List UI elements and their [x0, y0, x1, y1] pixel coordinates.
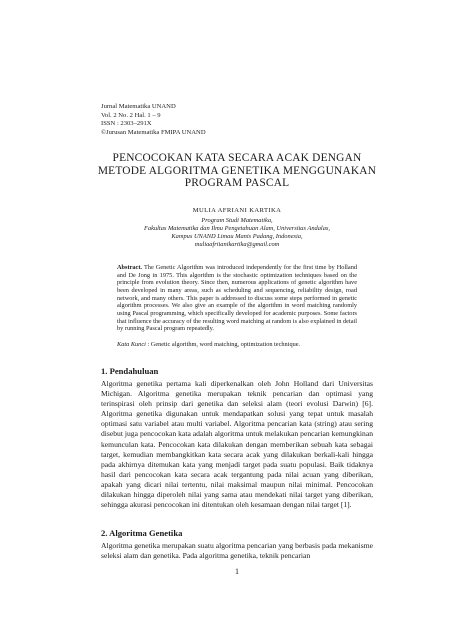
- section-2-paragraph: Algoritma genetika merupakan suatu algoritma pencarian yang berbasis pada mekanisme seleksi alam dan genetika. Pada algoritma genetika, teknik pencarian: [101, 541, 373, 561]
- section-heading-2: 2. Algoritma Genetika: [101, 528, 183, 538]
- section-1-paragraph: Algoritma genetika pertama kali diperkenalkan oleh John Holland dari Universitas Michigan. Algoritma genetika merupakan teknik pencarian dan optimasi yang terinspirasi oleh prinsip dari genetika dan seleksi alam (teori evolusi Darwin) [6]. Algoritma genetika digunakan untuk mendapatkan solusi yang tepat untuk masalah optimasi satu variabel atau multi variabel. Algoritma pencarian kata (string) atau sering disebut juga pencocokan kata adalah algoritma untuk melakukan pencarian kemungkinan kemunculan kata. Pencocokan kata dilakukan dengan memberikan sebuah kata sebagai target, kemudian membangkitkan kata secara acak yang dilakukan berkali-kali hingga pada akhirnya ditemukan kata yang menjadi target pada suatu populasi. Baik tidaknya hasil dari pencocokan kata secara acak tergantung pada nilai acuan yang diberikan, apakah yang dicari nilai tertentu, nilai maksimal maupun nilai minimal. Pencocokan dilakukan hingga diperoleh nilai yang sama atau mendekati nilai target yang diberikan, sehingga akurasi pencocokan ini ditentukan oleh kesamaan dengan nilai target [1].: [101, 379, 373, 510]
- author-program: Program Studi Matematika,: [201, 216, 273, 224]
- abstract-text: The Genetic Algorithm was introduced independently for the first time by Holland and De Jong in 1975. This algorithm is the stochastic optimization techniques based on the principle from evolution theory. Since then, numerous applications of genetic algorithm have been developed in many areas, such as scheduling and sequencing, reliability design, road network, and many others. This paper is addressed to discuss some steps performed in genetic algorithm processes. We also give an example of the algorithm in word matching randomly using Pascal programming, which specifically developed for academic purposes. Some factors that influence the accuracy of the resulting word matching at random is also explained in detail by running Pascal program repeatedly.: [117, 264, 358, 333]
- author-campus: Kampus UNAND Limau Manis Padang, Indonesia,: [171, 232, 303, 240]
- section-heading-1: 1. Pendahuluan: [101, 366, 159, 376]
- page-number: 1: [235, 567, 239, 576]
- author-email: muliaafriianikartika@gmail.com: [194, 240, 280, 248]
- journal-volume: Vol. 2 No. 2 Hal. 1 – 9: [101, 111, 161, 119]
- journal-name: Jurnal Matematika UNAND: [101, 103, 176, 110]
- abstract-label: Abstract.: [117, 264, 143, 271]
- keywords: [117, 341, 357, 349]
- section-body-2: [101, 541, 373, 561]
- paper-title: [60, 152, 414, 190]
- title-line-1: PENCOCOKAN KATA SECARA ACAK DENGAN: [112, 152, 362, 164]
- journal-issn: ISSN : 2303–291X: [101, 120, 152, 128]
- abstract: [117, 264, 357, 333]
- journal-copyright: ©Jurusan Matematika FMIPA UNAND: [101, 128, 206, 136]
- title-line-2: METODE ALGORITMA GENETIKA MENGGUNAKAN: [97, 164, 377, 177]
- keywords-text: : Genetic algorithm, word matching, optimization technique.: [147, 341, 301, 348]
- journal-info: [101, 103, 206, 137]
- author-name: MULIA AFRIANI KARTIKA: [192, 207, 282, 214]
- keywords-label: Kata Kunci: [117, 341, 146, 348]
- section-body-1: [101, 379, 373, 510]
- author-block: [60, 207, 414, 249]
- title-line-3: PROGRAM PASCAL: [184, 177, 290, 190]
- author-faculty: Fakultas Matematika dan Ilmu Pengetahuan Alam, Universitas Andalas,: [144, 224, 330, 232]
